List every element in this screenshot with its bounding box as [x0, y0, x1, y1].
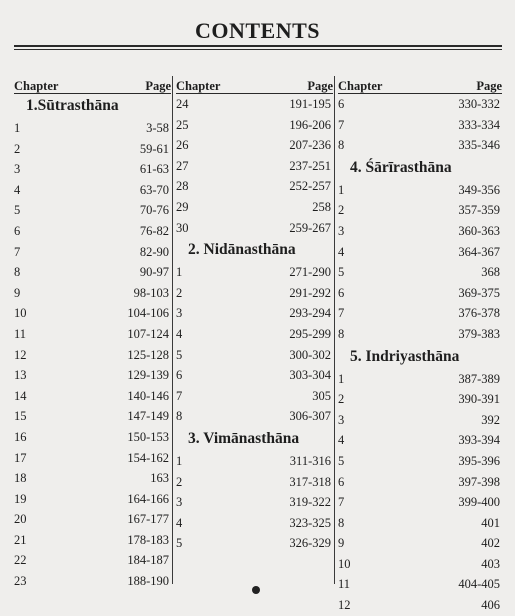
chapter-number: 28: [176, 179, 189, 194]
toc-entry: [176, 197, 333, 218]
chapter-number: 17: [14, 450, 27, 465]
chapter-number: 15: [14, 409, 27, 424]
toc-entry: [14, 139, 171, 160]
contents-column-3: [338, 75, 502, 616]
chapter-number: 7: [338, 306, 345, 321]
chapter-number: 3: [338, 412, 345, 427]
page-range: 335-346: [458, 138, 500, 153]
chapter-number: 4: [176, 326, 183, 341]
page-header: Page: [476, 79, 502, 93]
chapter-number: 1: [338, 182, 345, 197]
column-divider: [334, 76, 335, 584]
page-range: 402: [481, 536, 500, 551]
chapter-number: 7: [338, 117, 345, 132]
toc-entry: [338, 554, 502, 575]
toc-entry: [14, 159, 171, 180]
page-range: 196-206: [289, 117, 331, 132]
chapter-number: 5: [176, 347, 183, 362]
toc-entry: [338, 430, 502, 451]
chapter-number: 1: [14, 121, 21, 135]
chapter-number: 14: [14, 388, 27, 403]
toc-entry: [14, 509, 171, 530]
chapter-header: Chapter: [14, 79, 59, 93]
chapter-number: 2: [14, 141, 21, 156]
page-range: 393-394: [458, 433, 500, 448]
toc-entry: [176, 472, 333, 493]
toc-entry: [176, 176, 333, 197]
toc-entry: [176, 513, 333, 534]
page-range: 164-166: [127, 491, 169, 506]
chapter-number: 20: [14, 512, 27, 527]
chapter-number: 8: [338, 138, 345, 153]
chapter-number: 4: [176, 515, 183, 530]
toc-entry: [14, 180, 171, 201]
page-range: 295-299: [289, 326, 331, 341]
page-range: 82-90: [139, 244, 169, 259]
page-range: 300-302: [289, 347, 331, 362]
page-range: 364-367: [458, 244, 500, 259]
chapter-number: 9: [338, 536, 345, 551]
section-heading: 3. Vimānasthāna: [188, 429, 300, 447]
chapter-number: 6: [176, 368, 183, 383]
page-range: 399-400: [458, 495, 500, 510]
toc-entry: [14, 200, 171, 221]
chapter-number: 18: [14, 471, 27, 486]
toc-entry: [338, 283, 502, 304]
page-range: 259-267: [289, 220, 331, 235]
chapter-number: 8: [14, 265, 21, 280]
toc-entry: [14, 571, 171, 592]
toc-entry: [14, 345, 171, 366]
toc-entry: [338, 242, 502, 263]
toc-entry: [14, 324, 171, 345]
chapter-number: 23: [14, 574, 27, 589]
chapter-number: 8: [338, 515, 345, 530]
page-range: 330-332: [458, 97, 500, 111]
toc-entry: [338, 595, 502, 616]
toc-entry: [338, 574, 502, 595]
chapter-number: 2: [176, 474, 183, 489]
page-range: 395-396: [458, 453, 500, 468]
page-header: Page: [145, 79, 171, 93]
chapter-number: 3: [176, 495, 183, 510]
page-range: 387-389: [458, 371, 500, 386]
page-range: 61-63: [139, 162, 169, 177]
toc-entry: [14, 489, 171, 510]
page-range: 63-70: [139, 182, 169, 197]
page-range: 305: [312, 388, 331, 403]
toc-entry: [176, 365, 333, 386]
chapter-number: 21: [14, 532, 27, 547]
chapter-number: 10: [14, 306, 27, 321]
chapter-number: 6: [338, 97, 345, 111]
chapter-number: 1: [176, 453, 183, 468]
page-range: 3-58: [146, 121, 169, 135]
page-range: 306-307: [289, 409, 331, 424]
page-range: 317-318: [289, 474, 331, 489]
chapter-number: 22: [14, 553, 27, 568]
chapter-number: 13: [14, 368, 27, 383]
page-range: 404-405: [458, 577, 500, 592]
toc-entry: [176, 303, 333, 324]
chapter-number: 10: [338, 556, 351, 571]
page-range: 76-82: [139, 223, 169, 238]
chapter-number: 8: [176, 409, 183, 424]
toc-entry: [176, 115, 333, 136]
chapter-number: 24: [176, 97, 189, 111]
toc-entry: [176, 324, 333, 345]
page-range: 178-183: [127, 532, 169, 547]
toc-entry: [176, 262, 333, 283]
toc-entry: [14, 386, 171, 407]
toc-entry: [338, 513, 502, 534]
toc-entry: [176, 406, 333, 427]
toc-entry: [14, 303, 171, 324]
page-range: 319-322: [289, 495, 331, 510]
page-range: 125-128: [127, 347, 169, 362]
page-range: 323-325: [289, 515, 331, 530]
page-title: CONTENTS: [194, 18, 321, 43]
chapter-number: 2: [338, 203, 345, 218]
page-range: 140-146: [127, 388, 169, 403]
chapter-number: 8: [338, 326, 345, 341]
chapter-header: Chapter: [338, 79, 383, 93]
page-range: 98-103: [133, 285, 169, 300]
chapter-number: 6: [338, 285, 345, 300]
chapter-number: 7: [176, 388, 183, 403]
title-rule-thin: [14, 49, 502, 50]
chapter-number: 7: [338, 495, 345, 510]
chapter-number: 26: [176, 138, 189, 153]
page-dot-ornament: [252, 586, 260, 594]
toc-entry: [176, 94, 333, 115]
toc-entry: [14, 283, 171, 304]
chapter-number: 11: [338, 577, 351, 592]
chapter-number: 2: [176, 285, 183, 300]
page-range: 129-139: [127, 368, 169, 383]
page-range: 163: [150, 471, 169, 486]
toc-entry: [176, 135, 333, 156]
toc-entry: [176, 345, 333, 366]
chapter-number: 7: [14, 244, 21, 259]
page-range: 397-398: [458, 474, 500, 489]
page-range: 107-124: [127, 326, 169, 341]
chapter-number: 12: [338, 598, 351, 613]
contents-column-1: [14, 75, 171, 592]
page-range: 70-76: [139, 203, 169, 218]
page-range: 207-236: [289, 138, 331, 153]
toc-entry: [338, 135, 502, 156]
toc-entry: [176, 533, 333, 554]
page-range: 59-61: [139, 141, 169, 156]
page-range: 390-391: [458, 392, 500, 407]
toc-entry: [14, 118, 171, 139]
page-range: 368: [481, 265, 500, 280]
page-range: 271-290: [289, 265, 331, 280]
chapter-number: 16: [14, 429, 27, 444]
chapter-number: 4: [338, 244, 345, 259]
page-range: 188-190: [127, 574, 169, 589]
page-range: 401: [481, 515, 500, 530]
toc-entry: [14, 427, 171, 448]
chapter-number: 5: [338, 265, 345, 280]
toc-entry: [176, 451, 333, 472]
toc-entry: [176, 283, 333, 304]
toc-entry: [338, 369, 502, 390]
page-range: 392: [481, 412, 500, 427]
chapter-number: 3: [14, 162, 21, 177]
toc-entry: [338, 533, 502, 554]
page-range: 369-375: [458, 285, 500, 300]
page-range: 150-153: [127, 429, 169, 444]
contents-column-2: [176, 75, 333, 554]
chapter-number: 1: [176, 265, 183, 280]
toc-entry: [14, 550, 171, 571]
toc-entry: [14, 406, 171, 427]
toc-entry: [14, 262, 171, 283]
toc-entry: [338, 303, 502, 324]
chapter-number: 9: [14, 285, 21, 300]
page-range: 311-316: [289, 453, 331, 468]
toc-entry: [338, 324, 502, 345]
page-header: Page: [307, 79, 333, 93]
page-range: 349-356: [458, 182, 500, 197]
page-range: 237-251: [289, 158, 331, 173]
toc-entry: [176, 386, 333, 407]
page-range: 376-378: [458, 306, 500, 321]
page-range: 184-187: [127, 553, 169, 568]
toc-entry: [338, 492, 502, 513]
chapter-number: 1: [338, 371, 345, 386]
page-range: 303-304: [289, 368, 331, 383]
chapter-number: 30: [176, 220, 189, 235]
section-heading: 2. Nidānasthāna: [188, 241, 296, 259]
toc-entry: [338, 221, 502, 242]
chapter-number: 5: [176, 536, 183, 551]
page-range: 104-106: [127, 306, 169, 321]
column-divider: [172, 76, 173, 584]
section-heading: 5. Indriyasthāna: [350, 347, 460, 365]
page-range: 379-383: [458, 326, 500, 341]
page-range: 406: [481, 598, 500, 613]
chapter-number: 11: [14, 326, 27, 341]
toc-entry: [176, 156, 333, 177]
chapter-number: 12: [14, 347, 27, 362]
toc-entry: [14, 221, 171, 242]
toc-entry: [338, 200, 502, 221]
toc-entry: [338, 451, 502, 472]
chapter-number: 3: [338, 223, 345, 238]
chapter-number: 27: [176, 158, 189, 173]
toc-entry: [14, 448, 171, 469]
page-range: 360-363: [458, 223, 500, 238]
toc-entry: [176, 492, 333, 513]
toc-entry: [14, 468, 171, 489]
page-range: 326-329: [289, 536, 331, 551]
chapter-number: 29: [176, 199, 189, 214]
page-range: 154-162: [127, 450, 169, 465]
toc-entry: [338, 115, 502, 136]
chapter-number: 25: [176, 117, 189, 132]
chapter-number: 4: [338, 433, 345, 448]
chapter-number: 3: [176, 306, 183, 321]
toc-entry: [14, 530, 171, 551]
chapter-number: 4: [14, 182, 21, 197]
toc-entry: [338, 410, 502, 431]
toc-entry: [338, 472, 502, 493]
page-range: 333-334: [458, 117, 500, 132]
page-range: 167-177: [127, 512, 169, 527]
toc-entry: [338, 180, 502, 201]
page-range: 258: [312, 199, 331, 214]
chapter-number: 6: [338, 474, 345, 489]
page-range: 252-257: [289, 179, 331, 194]
page-range: 291-292: [289, 285, 331, 300]
toc-entry: [338, 389, 502, 410]
chapter-number: 6: [14, 223, 21, 238]
page-range: 403: [481, 556, 500, 571]
toc-entry: [14, 242, 171, 263]
chapter-header: Chapter: [176, 79, 221, 93]
chapter-number: 19: [14, 491, 27, 506]
page-range: 90-97: [139, 265, 169, 280]
page-range: 191-195: [289, 97, 331, 111]
page-range: 293-294: [289, 306, 331, 321]
section-heading: 1.Sūtrasthāna: [26, 97, 119, 114]
chapter-number: 2: [338, 392, 345, 407]
chapter-number: 5: [14, 203, 21, 218]
toc-entry: [338, 94, 502, 115]
section-heading: 4. Śārīrasthāna: [350, 158, 452, 176]
title-rule-thick: [14, 45, 502, 47]
toc-entry: [14, 365, 171, 386]
page-range: 357-359: [458, 203, 500, 218]
toc-entry: [176, 218, 333, 239]
page-range: 147-149: [127, 409, 169, 424]
toc-entry: [338, 262, 502, 283]
chapter-number: 5: [338, 453, 345, 468]
